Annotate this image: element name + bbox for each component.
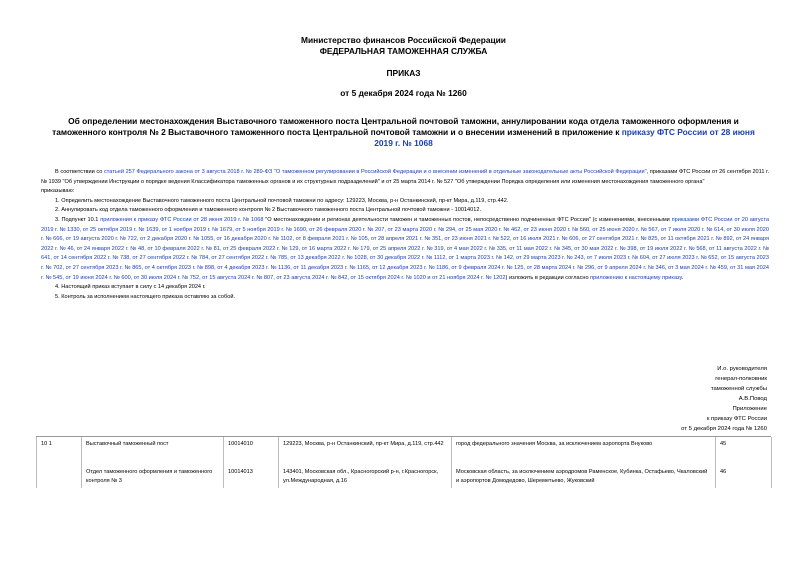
cell-region: Московская область, за исключением аэродромов Раменское, Кубинка, Остафьево, Чкаловский и аэропортов Домодедово, Шереметьево, Жуковский — [452, 466, 716, 488]
ministry-name: Министерство финансов Российской Федерации — [301, 35, 506, 45]
service-name: ФЕДЕРАЛЬНАЯ ТАМОЖЕННАЯ СЛУЖБА — [319, 46, 488, 56]
item-3 — [41, 216, 769, 283]
signature-line-1: И.о. руководителя — [717, 366, 767, 372]
table-row — [37, 466, 772, 488]
item-4: 4. Настоящий приказ вступает в силу с 14 декабря 2024 г. — [55, 284, 206, 291]
signature-line-3: таможенной службы — [710, 386, 767, 392]
document-body — [41, 168, 769, 302]
document-date-number: от 5 декабря 2024 года № 1260 — [340, 88, 467, 98]
cell-code2: 45 — [716, 437, 772, 466]
order-word: приказываю: — [41, 188, 75, 195]
document-title — [52, 116, 755, 149]
cell-address: 143401, Московская обл., Красногорский р-н, г.Красногорск, ул.Международная, д.16 — [279, 466, 452, 488]
signature-name: А.В.Повод — [738, 396, 767, 402]
cell-code: 10014013 — [224, 466, 279, 488]
item-2: 2. Аннулировать код отдела таможенного оформления и таможенного контроля № 2 Выставочного таможенного поста Центральной почтовой таможни - 10014012. — [55, 207, 482, 214]
link-appendix-this-order[interactable]: приложению к настоящему приказу — [590, 274, 682, 281]
cell-address: 129223, Москва, р-н Останкинский, пр-кт Мира, д.119, стр.442 — [279, 437, 452, 466]
item-3-text-d: . — [681, 274, 684, 281]
appendix-date: от 5 декабря 2024 года № 1260 — [681, 426, 767, 432]
preamble-text-2: , приказами ФТС России от 26 сентября 2011 г. № 1939 "Об утверждении Инструкции о порядке ведения Классификатора таможенных органов и их структурных подразделений" и от 25 марта 2014 г. № 527 "Об утверждении Порядка определения или изменения местонахождения таможенного органа" — [41, 169, 769, 185]
preamble-text-1: В соответствии со — [55, 169, 104, 175]
cell-name: Отдел таможенного оформления и таможенного контроля № 3 — [82, 466, 224, 488]
cell-code: 10014010 — [224, 437, 279, 466]
item-5: 5. Контроль за исполнением настоящего приказа оставляю за собой. — [55, 293, 236, 300]
link-amending-orders[interactable]: приказами ФТС России от 20 августа 2019 г. № 1330, от 25 октября 2019 г. № 1639, от 1 ноября 2019 г. № 1679, от 5 ноября 2019 г. № 1690, от 26 февраля 2020 г. № 207, от 23 марта 2020 г. № 294, от 25 мая 2020 г. № 462, от 23 июня 2020 г. № 560, от 25 июня 2020 г. № 567, от 7 июля 2020 г. № 614, от 30 июля 2020 г. № 666, от 19 августа 2020 г. № 722, от 2 декабря 2020 г. № 1055, от 16 декабря 2020 г. № 1102, от 8 февраля 2021 г. № 105, от 28 апреля 2021 г. № 351, от 23 июня 2021 г. № 522, от 16 июля 2021 г. № 606, от 27 сентября 2021 г. № 825, от 11 октября 2021 г. № 892, от 24 января 2022 г. № 46, от 24 января 2022 г. № 48, от 10 февраля 2022 г. № 81, от 25 февраля 2022 г. № 129, от 16 марта 2022 г. № 179, от 25 апреля 2022 г. № 319, от 4 мая 2022 г. № 335, от 11 мая 2022 г. № 345, от 30 мая 2022 г. № 398, от 19 июля 2022 г. № 568, от 11 августа 2022 г. № 641, от 14 сентября 2022 г. № 738, от 27 сентября 2022 г. № 784, от 27 сентября 2022 г. № 785, от 13 декабря 2022 г. № 1028, от 30 декабря 2022 г. № 1112, от 1 марта 2023 г. № 142, от 29 марта 2023 г. № 243, от 7 июля 2023 г. № 604, от 27 июля 2023 г. № 652, от 15 августа 2023 г. № 702, от 27 сентября 2023 г. № 865, от 4 октября 2023 г. № 898, от 4 декабря 2023 г. № 1136, от 11 декабря 2023 г. № 1165, от 12 декабря 2023 г. № 1186, от 9 февраля 2024 г. № 125, от 28 марта 2024 г. № 296, от 9 апреля 2024 г. № 346, от 3 мая 2024 г. № 459, от 31 мая 2024 г. № 545, от 19 июня 2024 г. № 600, от 30 июля 2024 г. № 752, от 15 августа 2024 г. № 807, от 23 августа 2024 г. № 842, от 15 октября 2024 г. № 1020 и от 21 ноября 2024 г. № 1202 — [41, 216, 769, 281]
cell-code2: 46 — [716, 466, 772, 488]
cell-num — [37, 466, 82, 488]
cell-num: 10 1 — [37, 437, 82, 466]
appendix-table — [36, 437, 772, 488]
signature-line-2: генерал-полковник — [715, 376, 767, 382]
preamble-paragraph — [41, 168, 769, 187]
item-3-text-c: ) изложить в редакции согласно — [505, 274, 591, 281]
appendix-label: Приложение — [732, 406, 767, 412]
item-3-text-a: 3. Подпункт 10.1 — [55, 216, 101, 223]
link-appendix-1068[interactable]: приложения к приказу ФТС России от 28 июня 2019 г. № 1068 — [100, 216, 264, 223]
cell-name: Выставочный таможенный пост — [82, 437, 224, 466]
title-text: Об определении местонахождения Выставочного таможенного поста Центральной почтовой таможни, аннулировании кода отдела таможенного оформления и таможенного контроля № 2 Выставочного таможенного поста Центральной почтовой таможни и о внесении изменений в приложение к — [52, 116, 739, 137]
appendix-ref: к приказу ФТС России — [706, 416, 767, 422]
item-1: 1. Определить местонахождение Выставочного таможенного поста Центральной почтовой таможни по адресу: 129223, Москва, р-н Останкинский, пр-кт Мира, д.119, стр.442. — [55, 197, 509, 204]
item-3-text-b: "О местонахождении и регионах деятельности таможен и таможенных постов, непосредственно подчиненных ФТС России" (с изменениями, внесенными — [263, 216, 672, 223]
signature-block — [547, 364, 767, 434]
document-type: ПРИКАЗ — [386, 68, 421, 78]
cell-region: город федерального значения Москва, за исключением аэропорта Внуково — [452, 437, 716, 466]
title-link-prikaz-1068[interactable]: приказу ФТС России от 28 июня 2019 г. № 1068 — [374, 127, 755, 148]
table-row — [37, 437, 772, 466]
link-law-289fz[interactable]: статьей 257 Федерального закона от 3 августа 2018 г. № 289-ФЗ "О таможенном регулировании в Российской Федерации и о внесении изменений в отдельные законодательные акты Российской Федерации" — [103, 169, 647, 175]
